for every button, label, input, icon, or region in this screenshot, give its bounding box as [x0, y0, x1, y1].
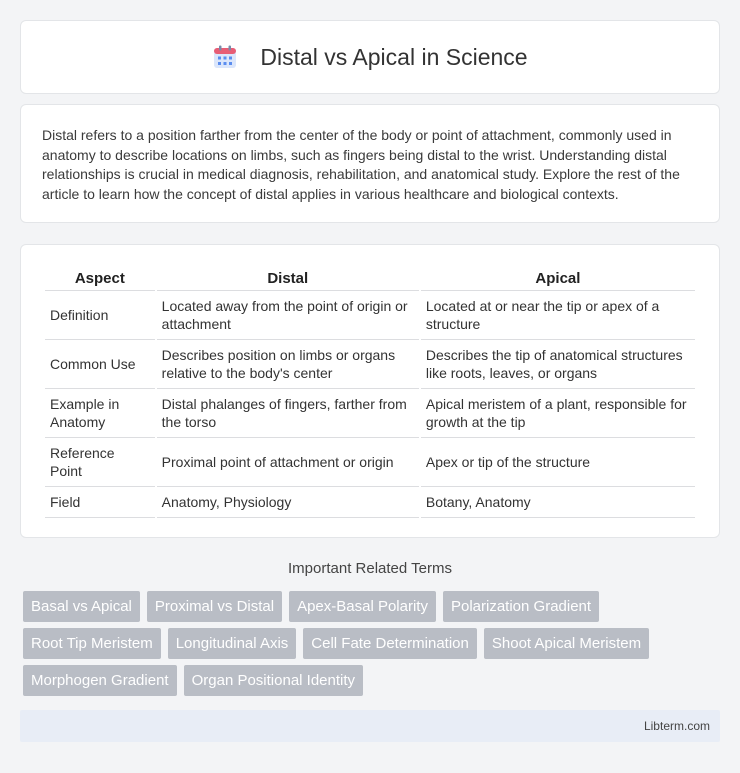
related-terms-list — [23, 591, 713, 702]
related-term-tag[interactable]: Organ Positional Identity — [184, 665, 363, 696]
table-row — [45, 487, 695, 518]
intro-text: Distal refers to a position farther from the center of the body or point of attachment, commonly used in anatomy to describe locations on limbs, such as fingers being distal to the wrist. Understanding distal relationships is crucial in medical diagnosis, rehabilitation, and anatomical study. Explore the rest of the article to learn how the concept of distal applies in various healthcare and biological contexts. — [42, 127, 680, 202]
table-row — [45, 340, 695, 389]
related-terms-title: Important Related Terms — [288, 560, 452, 577]
related-term-tag[interactable]: Cell Fate Determination — [303, 628, 477, 659]
cell-aspect: Reference Point — [45, 438, 155, 487]
related-term-tag[interactable]: Apex-Basal Polarity — [289, 591, 436, 622]
cell-distal: Proximal point of attachment or origin — [157, 438, 419, 487]
comparison-table — [43, 267, 697, 518]
cell-apical: Apical meristem of a plant, responsible for growth at the tip — [421, 389, 695, 438]
cell-aspect: Definition — [45, 291, 155, 340]
cell-aspect: Common Use — [45, 340, 155, 389]
cell-apical: Apex or tip of the structure — [421, 438, 695, 487]
cell-distal: Distal phalanges of fingers, farther from the torso — [157, 389, 419, 438]
table-row — [45, 438, 695, 487]
table-row — [45, 389, 695, 438]
related-term-tag[interactable]: Proximal vs Distal — [147, 591, 282, 622]
header-apical: Apical — [421, 267, 695, 291]
cell-distal: Anatomy, Physiology — [157, 487, 419, 518]
footer-link[interactable]: Libterm.com — [643, 719, 710, 733]
title-card — [20, 20, 720, 94]
header-aspect: Aspect — [45, 267, 155, 291]
page-title: Distal vs Apical in Science — [260, 43, 528, 70]
related-term-tag[interactable]: Polarization Gradient — [443, 591, 599, 622]
calendar-icon — [212, 44, 238, 70]
related-term-tag[interactable]: Shoot Apical Meristem — [484, 628, 649, 659]
cell-aspect: Field — [45, 487, 155, 518]
intro-card — [20, 104, 720, 223]
cell-distal: Located away from the point of origin or attachment — [157, 291, 419, 340]
cell-distal: Describes position on limbs or organs relative to the body's center — [157, 340, 419, 389]
cell-aspect: Example in Anatomy — [45, 389, 155, 438]
cell-apical: Describes the tip of anatomical structures like roots, leaves, or organs — [421, 340, 695, 389]
related-term-tag[interactable]: Basal vs Apical — [23, 591, 140, 622]
table-row — [45, 291, 695, 340]
comparison-card — [20, 244, 720, 538]
cell-apical: Botany, Anatomy — [421, 487, 695, 518]
footer — [20, 710, 720, 742]
related-term-tag[interactable]: Root Tip Meristem — [23, 628, 161, 659]
cell-apical: Located at or near the tip or apex of a structure — [421, 291, 695, 340]
related-term-tag[interactable]: Longitudinal Axis — [168, 628, 297, 659]
header-distal: Distal — [157, 267, 419, 291]
related-term-tag[interactable]: Morphogen Gradient — [23, 665, 177, 696]
